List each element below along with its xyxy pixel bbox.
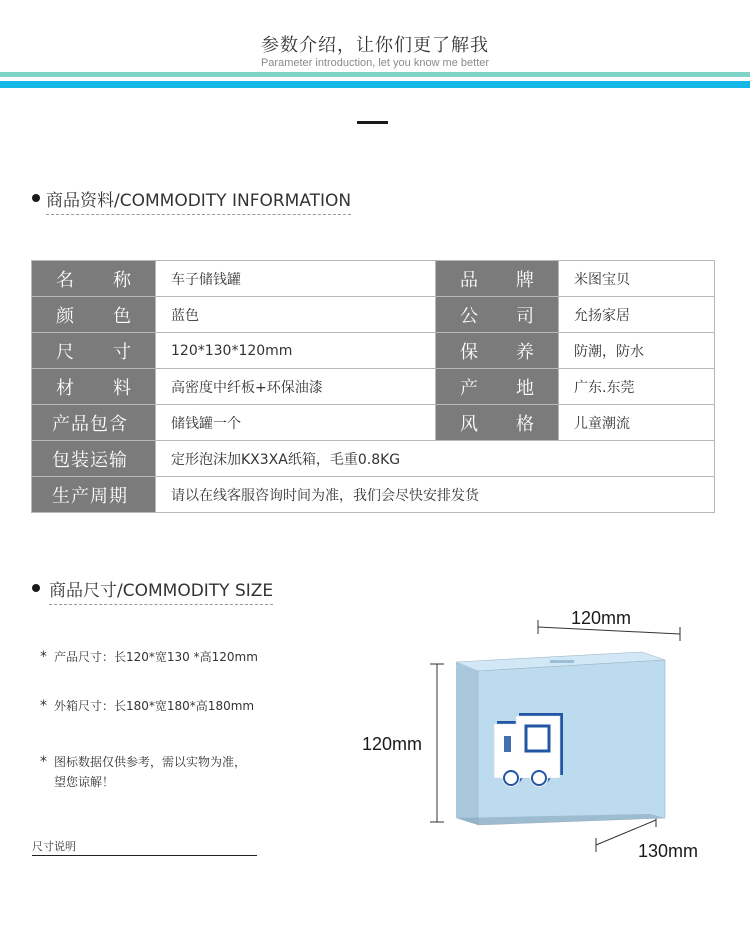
table-row <box>32 297 715 333</box>
table-label <box>436 369 559 405</box>
height-label: 120mm <box>362 734 423 754</box>
table-value: 儿童潮流 <box>559 405 715 441</box>
table-label <box>436 333 559 369</box>
size-caption: 尺寸说明 <box>32 840 76 853</box>
table-label <box>32 441 156 477</box>
label-char: 保 <box>460 341 478 363</box>
asterisk-icon: * <box>40 649 47 665</box>
table-row <box>32 477 715 513</box>
header-band-light <box>0 72 750 77</box>
label-char: 产 <box>460 377 478 399</box>
train-icon <box>494 713 563 787</box>
caption-underline <box>32 855 257 856</box>
label-text: 产品包含 <box>52 413 128 435</box>
table-value: 车子储钱罐 <box>156 261 436 297</box>
table-label <box>32 405 156 441</box>
page-subtitle: Parameter introduction, let you know me better <box>260 57 490 69</box>
label-char: 地 <box>516 377 534 399</box>
bullet-icon <box>32 584 40 592</box>
table-value: 广东.东莞 <box>559 369 715 405</box>
label-text: 包装运输 <box>52 449 128 471</box>
height-dimension-line <box>430 664 444 822</box>
note-text: 产品尺寸：长120*宽130 *高120mm <box>54 650 258 664</box>
label-char: 名 <box>56 269 74 291</box>
table-label <box>32 333 156 369</box>
label-char: 尺 <box>56 341 74 363</box>
size-note <box>40 696 254 716</box>
size-note <box>40 647 258 667</box>
label-char: 料 <box>113 377 131 399</box>
label-char: 色 <box>113 305 131 327</box>
table-label <box>32 297 156 333</box>
table-value: 120*130*120mm <box>156 333 436 369</box>
depth-label: 130mm <box>638 841 699 861</box>
page-title: 参数介绍，让你们更了解我 <box>261 35 489 56</box>
bullet-icon <box>32 194 40 202</box>
table-row <box>32 405 715 441</box>
table-label <box>436 405 559 441</box>
label-char: 司 <box>516 305 534 327</box>
divider-dash <box>357 121 388 124</box>
table-row <box>32 441 715 477</box>
label-char: 养 <box>516 341 534 363</box>
table-value: 防潮，防水 <box>559 333 715 369</box>
label-char: 材 <box>56 377 74 399</box>
size-note <box>40 752 246 792</box>
width-label: 120mm <box>571 608 632 628</box>
table-label <box>32 261 156 297</box>
label-char: 称 <box>113 269 131 291</box>
table-row <box>32 333 715 369</box>
table-value: 蓝色 <box>156 297 436 333</box>
info-table <box>31 260 715 513</box>
table-value: 米图宝贝 <box>559 261 715 297</box>
label-char: 风 <box>460 413 478 435</box>
table-label <box>32 477 156 513</box>
label-text: 生产周期 <box>52 485 128 507</box>
table-label <box>436 297 559 333</box>
label-char: 牌 <box>516 269 534 291</box>
note-text: 望您谅解！ <box>54 775 115 789</box>
table-value: 储钱罐一个 <box>156 405 436 441</box>
table-row <box>32 369 715 405</box>
note-text: 外箱尺寸：长180*宽180*高180mm <box>54 699 255 713</box>
size-section-heading: 商品尺寸/COMMODITY SIZE <box>49 576 273 605</box>
table-value: 允扬家居 <box>559 297 715 333</box>
info-section-heading: 商品资料/COMMODITY INFORMATION <box>46 186 351 215</box>
asterisk-icon: * <box>40 754 47 770</box>
header-band-blue <box>0 81 750 88</box>
table-value: 高密度中纤板+环保油漆 <box>156 369 436 405</box>
table-row <box>32 261 715 297</box>
label-char: 寸 <box>113 341 131 363</box>
label-char: 公 <box>460 305 478 327</box>
table-value: 定形泡沫加KX3XA纸箱，毛重0.8KG <box>156 441 715 477</box>
asterisk-icon: * <box>40 698 47 714</box>
label-char: 格 <box>516 413 534 435</box>
note-text: 图标数据仅供参考，需以实物为准， <box>54 755 247 769</box>
label-char: 颜 <box>56 305 74 327</box>
table-label <box>436 261 559 297</box>
product-figure <box>420 600 720 880</box>
table-value: 请以在线客服咨询时间为准，我们会尽快安排发货 <box>156 477 715 513</box>
label-char: 品 <box>460 269 478 291</box>
table-label <box>32 369 156 405</box>
